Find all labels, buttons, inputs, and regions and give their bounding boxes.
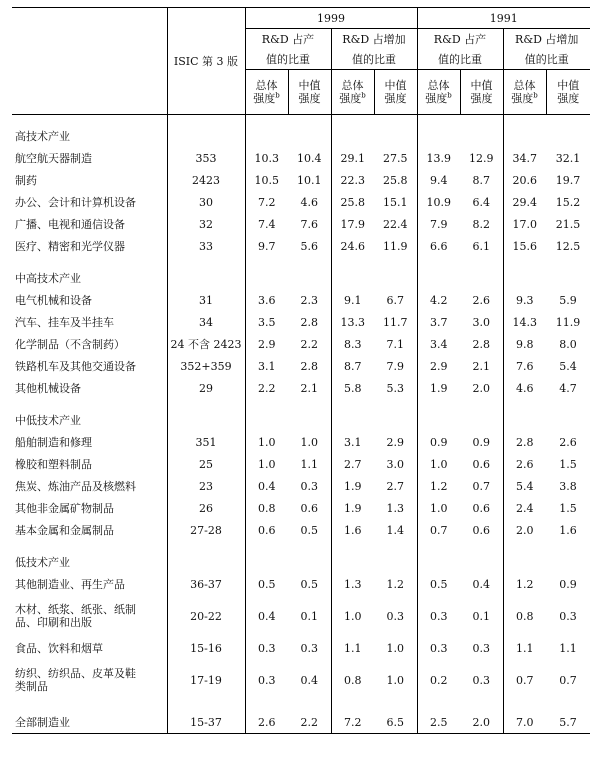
value-cell: 17.0 [512, 217, 537, 231]
value-cell: 0.6 [288, 497, 331, 519]
value-cell: 32.1 [555, 151, 581, 165]
header-rd-output-1999: R&D 占产 [245, 29, 331, 50]
header-rd-va-1991-l2: 值的比重 [524, 52, 569, 66]
value-cell: 27.5 [374, 147, 417, 169]
isic-code: 31 [167, 289, 245, 311]
value-cell: 7.4 [258, 217, 276, 231]
value-cell: 2.6 [516, 457, 534, 471]
value-cell: 3.0 [460, 311, 503, 333]
table-row [12, 659, 590, 701]
value-cell: 2.8 [460, 333, 503, 355]
header-rd-va-1999-l2: 值的比重 [331, 49, 417, 70]
value-cell: 9.3 [516, 293, 534, 307]
industry-name: 橡胶和塑料制品 [12, 453, 167, 475]
header-median-intensity: 中值 强度 [460, 70, 503, 115]
isic-code: 33 [167, 235, 245, 257]
isic-code: 352+359 [167, 355, 245, 377]
value-cell: 1.0 [430, 501, 448, 515]
value-cell: 1.0 [430, 457, 448, 471]
value-cell: 3.8 [559, 479, 577, 493]
isic-code: 353 [167, 147, 245, 169]
value-cell: 4.7 [559, 381, 577, 395]
value-cell: 2.8 [288, 311, 331, 333]
value-cell: 2.0 [460, 711, 503, 734]
isic-code: 32 [167, 213, 245, 235]
value-cell: 2.3 [288, 289, 331, 311]
value-cell: 1.9 [430, 381, 448, 395]
value-cell: 1.1 [288, 453, 331, 475]
value-cell: 0.6 [460, 497, 503, 519]
header-total-intensity: 总体 强度$^b$ [417, 70, 460, 115]
value-cell: 2.2 [258, 381, 276, 395]
table-row [12, 431, 590, 453]
value-cell: 7.2 [258, 195, 276, 209]
isic-code: 351 [167, 431, 245, 453]
industry-name: 食品、饮料和烟草 [12, 637, 167, 659]
value-cell: 0.5 [288, 519, 331, 541]
rd-intensity-table [12, 7, 590, 734]
table-row [12, 519, 590, 541]
value-cell: 1.2 [430, 479, 448, 493]
value-cell: 0.6 [258, 523, 276, 537]
value-cell: 11.9 [374, 235, 417, 257]
industry-name: 航空航天器制造 [12, 147, 167, 169]
value-cell: 1.5 [559, 457, 577, 471]
value-cell: 1.6 [344, 523, 362, 537]
table-row [12, 453, 590, 475]
value-cell: 15.6 [512, 239, 537, 253]
footnote-marker: b [361, 91, 366, 100]
table-row [12, 191, 590, 213]
header-rd-output-1991: R&D 占产 [417, 29, 503, 50]
isic-code: 36-37 [167, 573, 245, 595]
value-cell: 3.4 [430, 337, 448, 351]
value-cell: 4.2 [430, 293, 448, 307]
industry-name: 办公、会计和计算机设备 [12, 191, 167, 213]
value-cell: 1.2 [374, 573, 417, 595]
footnote-marker: b [447, 91, 452, 100]
value-cell: 2.6 [245, 711, 288, 734]
header-median-intensity: 中值 强度 [546, 70, 590, 115]
section-title: 中低技术产业 [12, 409, 167, 431]
value-cell: 0.3 [288, 475, 331, 497]
value-cell: 1.2 [516, 577, 534, 591]
value-cell: 0.3 [460, 637, 503, 659]
value-cell: 0.4 [288, 659, 331, 701]
value-cell: 0.5 [430, 577, 448, 591]
value-cell: 2.1 [460, 355, 503, 377]
industry-name: 船舶制造和修理 [12, 431, 167, 453]
value-cell: 2.0 [460, 377, 503, 399]
value-cell: 1.1 [516, 641, 534, 655]
isic-code: 27-28 [167, 519, 245, 541]
value-cell: 13.9 [426, 151, 451, 165]
value-cell: 7.6 [288, 213, 331, 235]
value-cell: 0.1 [460, 595, 503, 637]
value-cell: 3.7 [430, 315, 448, 329]
value-cell: 0.9 [460, 431, 503, 453]
value-cell: 6.4 [460, 191, 503, 213]
value-cell: 0.7 [460, 475, 503, 497]
table-row [12, 355, 590, 377]
value-cell: 29.4 [512, 195, 537, 209]
value-cell: 1.4 [374, 519, 417, 541]
value-cell: 15.2 [555, 195, 581, 209]
table-body [12, 115, 590, 734]
table-row [12, 147, 590, 169]
value-cell: 21.5 [555, 217, 581, 231]
value-cell: 5.9 [559, 293, 577, 307]
value-cell: 0.5 [288, 573, 331, 595]
value-cell: 0.3 [460, 659, 503, 701]
header-median-intensity: 中值 强度 [374, 70, 417, 115]
value-cell: 3.1 [258, 359, 276, 373]
value-cell: 2.6 [460, 289, 503, 311]
value-cell: 1.0 [258, 457, 276, 471]
value-cell: 1.1 [559, 641, 577, 655]
table-row [12, 169, 590, 191]
value-cell: 3.1 [344, 435, 362, 449]
value-cell: 10.9 [426, 195, 451, 209]
header-isic: ISIC 第 3 版 [167, 8, 245, 115]
industry-name: 铁路机车及其他交通设备 [12, 355, 167, 377]
value-cell: 1.0 [288, 431, 331, 453]
value-cell: 2.7 [374, 475, 417, 497]
value-cell: 6.5 [374, 711, 417, 734]
value-cell: 0.6 [460, 519, 503, 541]
value-cell: 4.6 [288, 191, 331, 213]
value-cell: 6.7 [374, 289, 417, 311]
section-row [12, 409, 590, 431]
industry-name: 电气机械和设备 [12, 289, 167, 311]
value-cell: 9.8 [516, 337, 534, 351]
table-row [12, 637, 590, 659]
value-cell: 9.4 [430, 173, 448, 187]
value-cell: 0.4 [460, 573, 503, 595]
industry-name: 纺织、纺织品、皮革及鞋 类制品 [12, 659, 167, 701]
total-row [12, 711, 590, 734]
value-cell: 2.8 [288, 355, 331, 377]
industry-name: 焦炭、炼油产品及核燃料 [12, 475, 167, 497]
industry-name: 医疗、精密和光学仪器 [12, 235, 167, 257]
value-cell: 6.6 [430, 239, 448, 253]
value-cell: 5.7 [546, 711, 590, 734]
value-cell: 1.3 [374, 497, 417, 519]
value-cell: 1.0 [258, 435, 276, 449]
value-cell: 1.0 [374, 637, 417, 659]
section-title: 低技术产业 [12, 551, 167, 573]
table-row [12, 595, 590, 637]
value-cell: 8.7 [460, 169, 503, 191]
value-cell: 34.7 [512, 151, 537, 165]
header-total-intensity: 总体 强度$^b$ [503, 70, 546, 115]
value-cell: 1.5 [559, 501, 577, 515]
value-cell: 0.3 [559, 609, 577, 623]
isic-code: 25 [167, 453, 245, 475]
value-cell: 10.4 [288, 147, 331, 169]
value-cell: 2.4 [516, 501, 534, 515]
isic-code: 15-37 [167, 711, 245, 734]
value-cell: 13.3 [340, 315, 365, 329]
value-cell: 12.5 [555, 239, 581, 253]
header-year-1999: 1999 [245, 8, 417, 29]
value-cell: 4.6 [516, 381, 534, 395]
industry-name: 全部制造业 [12, 711, 167, 734]
header-total-intensity: 总体 强度$^b$ [245, 70, 288, 115]
value-cell: 2.9 [258, 337, 276, 351]
value-cell: 5.3 [374, 377, 417, 399]
value-cell: 0.9 [559, 577, 577, 591]
value-cell: 7.6 [516, 359, 534, 373]
value-cell: 12.9 [460, 147, 503, 169]
value-cell: 0.1 [288, 595, 331, 637]
value-cell: 1.9 [344, 479, 362, 493]
value-cell: 1.0 [344, 609, 362, 623]
isic-code: 20-22 [167, 595, 245, 637]
table-row [12, 377, 590, 399]
table-row [12, 333, 590, 355]
isic-code: 2423 [167, 169, 245, 191]
value-cell: 10.3 [254, 151, 279, 165]
value-cell: 5.8 [344, 381, 362, 395]
value-cell: 0.3 [258, 673, 276, 687]
value-cell: 22.4 [374, 213, 417, 235]
isic-code: 34 [167, 311, 245, 333]
value-cell: 0.4 [258, 609, 276, 623]
value-cell: 3.6 [258, 293, 276, 307]
value-cell: 9.7 [258, 239, 276, 253]
table-row [12, 213, 590, 235]
value-cell: 0.7 [516, 673, 534, 687]
value-cell: 11.9 [555, 315, 581, 329]
industry-name: 木材、纸浆、纸张、纸制 品、印刷和出版 [12, 595, 167, 637]
industry-name: 其他制造业、再生产品 [12, 573, 167, 595]
value-cell: 8.0 [559, 337, 577, 351]
header-rd-va-1991: R&D 占增加 [503, 29, 590, 50]
value-cell: 25.8 [340, 195, 365, 209]
value-cell: 1.3 [344, 577, 362, 591]
value-cell: 8.7 [344, 359, 362, 373]
value-cell: 2.6 [559, 435, 577, 449]
table-row [12, 573, 590, 595]
value-cell: 7.1 [374, 333, 417, 355]
value-cell: 1.6 [559, 523, 577, 537]
isic-code: 17-19 [167, 659, 245, 701]
value-cell: 5.4 [559, 359, 577, 373]
value-cell: 6.1 [460, 235, 503, 257]
value-cell: 2.2 [288, 711, 331, 734]
section-row [12, 551, 590, 573]
value-cell: 29.1 [340, 151, 365, 165]
table-row [12, 235, 590, 257]
value-cell: 8.2 [460, 213, 503, 235]
value-cell: 15.1 [374, 191, 417, 213]
value-cell: 2.9 [430, 359, 448, 373]
industry-name: 其他机械设备 [12, 377, 167, 399]
table-header [12, 8, 590, 115]
value-cell: 0.3 [374, 595, 417, 637]
section-row [12, 125, 590, 147]
value-cell: 0.9 [430, 435, 448, 449]
value-cell: 0.8 [344, 673, 362, 687]
value-cell: 0.8 [258, 501, 276, 515]
value-cell: 0.8 [516, 609, 534, 623]
isic-code: 23 [167, 475, 245, 497]
isic-code: 26 [167, 497, 245, 519]
industry-name: 汽车、挂车及半挂车 [12, 311, 167, 333]
value-cell: 0.3 [288, 637, 331, 659]
value-cell: 19.7 [555, 173, 581, 187]
industry-name: 化学制品（不含制药） [12, 333, 167, 355]
header-total-intensity: 总体 强度$^b$ [331, 70, 374, 115]
value-cell: 3.5 [258, 315, 276, 329]
value-cell: 7.2 [331, 711, 374, 734]
value-cell: 8.3 [344, 337, 362, 351]
value-cell: 24.6 [340, 239, 365, 253]
value-cell: 7.0 [503, 711, 546, 734]
value-cell: 0.7 [559, 673, 577, 687]
section-title: 高技术产业 [12, 125, 167, 147]
value-cell: 2.9 [374, 431, 417, 453]
value-cell: 0.2 [430, 673, 448, 687]
isic-code: 24 不含 2423 [167, 333, 245, 355]
value-cell: 0.5 [258, 577, 276, 591]
isic-code: 30 [167, 191, 245, 213]
section-row [12, 267, 590, 289]
value-cell: 5.6 [288, 235, 331, 257]
industry-name: 其他非金属矿物制品 [12, 497, 167, 519]
value-cell: 9.1 [344, 293, 362, 307]
value-cell: 0.6 [460, 453, 503, 475]
value-cell: 1.1 [344, 641, 362, 655]
value-cell: 3.0 [374, 453, 417, 475]
value-cell: 10.5 [254, 173, 279, 187]
value-cell: 17.9 [340, 217, 365, 231]
value-cell: 0.3 [430, 609, 448, 623]
value-cell: 1.0 [374, 659, 417, 701]
value-cell: 2.0 [516, 523, 534, 537]
value-cell: 2.7 [344, 457, 362, 471]
value-cell: 0.3 [430, 641, 448, 655]
value-cell: 10.1 [288, 169, 331, 191]
value-cell: 11.7 [374, 311, 417, 333]
footnote-marker: b [275, 91, 280, 100]
isic-code: 15-16 [167, 637, 245, 659]
value-cell: 25.8 [374, 169, 417, 191]
industry-name: 制药 [12, 169, 167, 191]
table-row [12, 497, 590, 519]
isic-code: 29 [167, 377, 245, 399]
header-year-1991: 1991 [417, 8, 590, 29]
value-cell: 7.9 [430, 217, 448, 231]
footnote-marker: b [533, 91, 538, 100]
value-cell: 7.9 [374, 355, 417, 377]
value-cell: 14.3 [512, 315, 537, 329]
header-rd-va-1999: R&D 占增加 [331, 29, 417, 50]
header-rd-output-1999-l2: 值的比重 [245, 49, 331, 70]
table-row [12, 289, 590, 311]
value-cell: 0.4 [258, 479, 276, 493]
header-blank [12, 8, 167, 115]
value-cell: 2.8 [516, 435, 534, 449]
value-cell: 0.3 [258, 641, 276, 655]
value-cell: 5.4 [516, 479, 534, 493]
header-rd-output-1991-l2: 值的比重 [417, 49, 503, 70]
value-cell: 0.7 [430, 523, 448, 537]
value-cell: 22.3 [340, 173, 365, 187]
industry-name: 广播、电视和通信设备 [12, 213, 167, 235]
section-title: 中高技术产业 [12, 267, 167, 289]
value-cell: 20.6 [512, 173, 537, 187]
value-cell: 2.5 [417, 711, 460, 734]
industry-name: 基本金属和金属制品 [12, 519, 167, 541]
table-row [12, 311, 590, 333]
value-cell: 2.2 [288, 333, 331, 355]
header-median-intensity: 中值 强度 [288, 70, 331, 115]
table-row [12, 475, 590, 497]
value-cell: 2.1 [288, 377, 331, 399]
value-cell: 1.9 [344, 501, 362, 515]
